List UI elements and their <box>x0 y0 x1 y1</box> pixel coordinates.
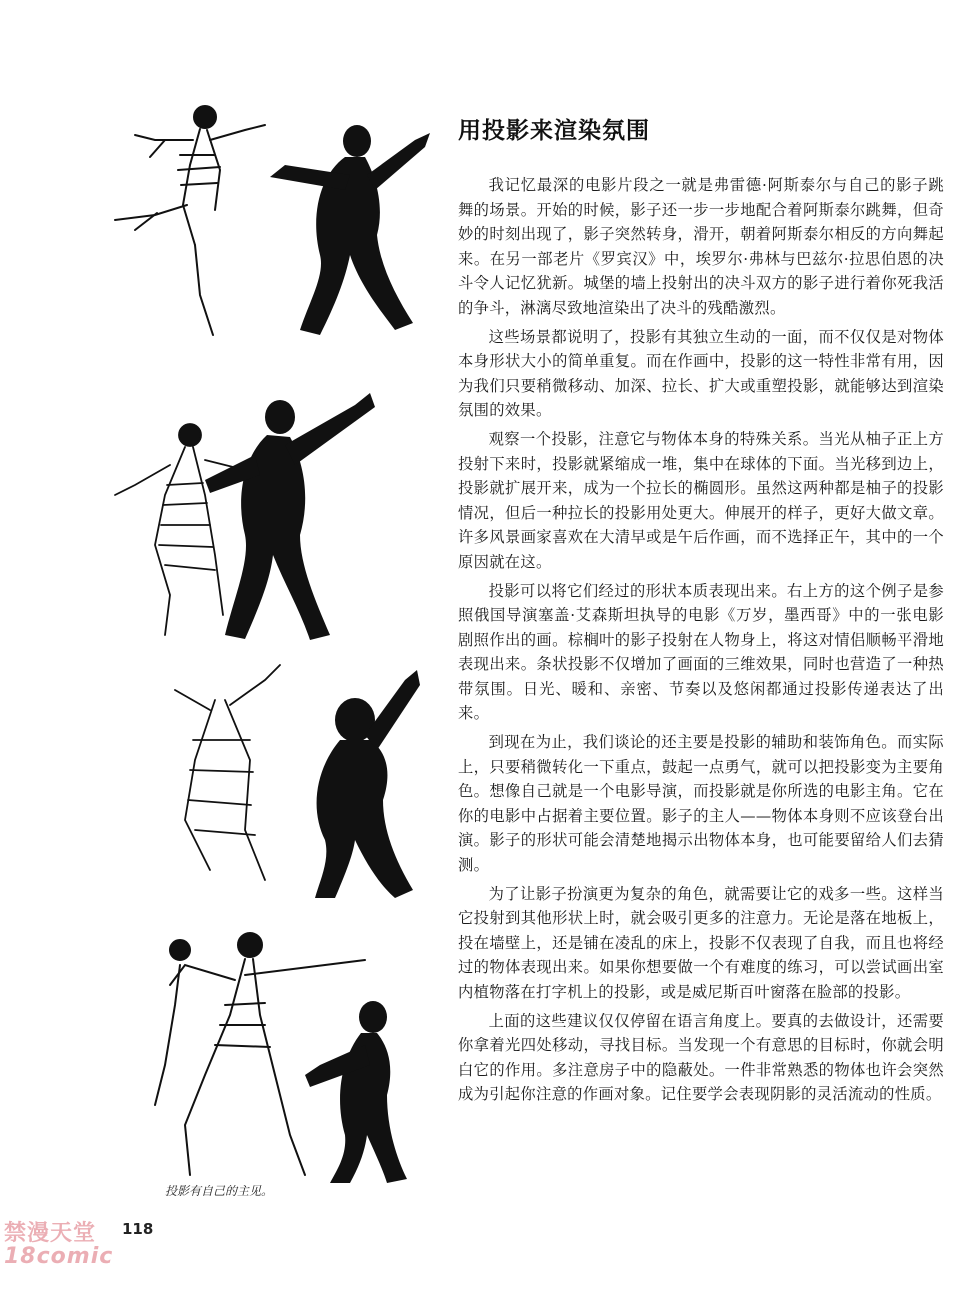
article-paragraph: 到现在为止，我们谈论的还主要是投影的辅助和装饰角色。而实际上，只要稍微转化一下重点，鼓起一点勇气，就可以把投影变为主要角色。想像自己就是一个电影导演，而投影就是你所选的电影主角。它在你的电影中占据着主要位置。影子的主人——物体本身则不应该登台出演。影子的形状可能会清楚地揭示出物体本身，也可能要留给人们去猜测。 <box>458 733 944 875</box>
article-paragraph: 我记忆最深的电影片段之一就是弗雷德·阿斯泰尔与自己的影子跳舞的场景。开始的时候，影子还一步一步地配合着阿斯泰尔跳舞，但奇妙的时刻出现了，影子突然转身，滑开，朝着阿斯泰尔相反的方向舞起来。在另一部老片《罗宾汉》中，埃罗尔·弗林与巴兹尔·拉思伯恩的决斗令人记忆犹新。城堡的墙上投射出的决斗双方的影子进行着你死我活的争斗，淋漓尽致地渲染出了决斗的残酷激烈。 <box>458 176 944 317</box>
dancer-with-shadow-sketch-4 <box>125 925 455 1185</box>
article-paragraph: 为了让影子扮演更为复杂的角色，就需要让它的戏多一些。这样当它投射到其他形状上时，就会吸引更多的注意力。无论是落在地板上，投在墙壁上，还是铺在凌乱的床上，投影不仅表现了自我，而且也将经过的物体表现出来。如果你想要做一个有难度的练习，可以尝试画出室内植物落在打字机上的投影，或是威尼斯百叶窗落在脸部的投影。 <box>458 884 944 1001</box>
watermark-cn: 禁漫天堂 <box>4 1221 97 1246</box>
article <box>458 112 944 1111</box>
dancer-with-shadow-sketch-2 <box>95 385 455 645</box>
article-paragraph: 这些场景都说明了，投影有其独立生动的一面，而不仅仅是对物体本身形状大小的简单重复。而在作画中，投影的这一特性非常有用，因为我们只要稍微移动、加深、拉长、扩大或重塑投影，就能够达到渲染氛围的效果。 <box>458 327 944 420</box>
page-number: 118 <box>122 1220 154 1238</box>
article-title: 用投影来渲染氛围 <box>458 118 650 144</box>
dancer-with-shadow-sketch-3 <box>155 640 455 900</box>
watermark-logo <box>4 1222 114 1268</box>
dancer-with-shadow-sketch-1 <box>95 95 455 345</box>
watermark-en: 18comic <box>4 1244 114 1270</box>
article-paragraph: 投影可以将它们经过的形状本质表现出来。右上方的这个例子是参照俄国导演塞盖·艾森斯坦执导的电影《万岁，墨西哥》中的一张电影剧照作出的画。棕榈叶的影子投射在人物身上，将这对情侣顺畅平滑地表现出来。条状投影不仅增加了画面的三维效果，同时也营造了一种热带氛围。日光、暖和、亲密、节奏以及悠闲都通过投影传递表达了出来。 <box>458 581 944 723</box>
illustration-caption: 投影有自己的主见。 <box>165 1184 274 1198</box>
article-paragraph: 上面的这些建议仅仅停留在语言角度上。要真的去做设计，还需要你拿着光四处移动，寻找目标。当发现一个有意思的目标时，你就会明白它的作用。多注意房子中的隐蔽处。一件非常熟悉的物体也许会突然成为引起你注意的作画对象。记住要学会表现阴影的灵活流动的性质。 <box>458 1011 944 1104</box>
illustration-column <box>95 95 455 1205</box>
article-paragraph: 观察一个投影，注意它与物体本身的特殊关系。当光从柚子正上方投射下来时，投影就紧缩成一堆，集中在球体的下面。当光移到边上，投影就扩展开来，成为一个拉长的椭圆形。虽然这两种都是柚子的投影情况，但后一种拉长的投影用处更大。伸展开的样子，更好大做文章。许多风景画家喜欢在大清早或是午后作画，而不选择正午，其中的一个原因就在这。 <box>458 429 944 571</box>
